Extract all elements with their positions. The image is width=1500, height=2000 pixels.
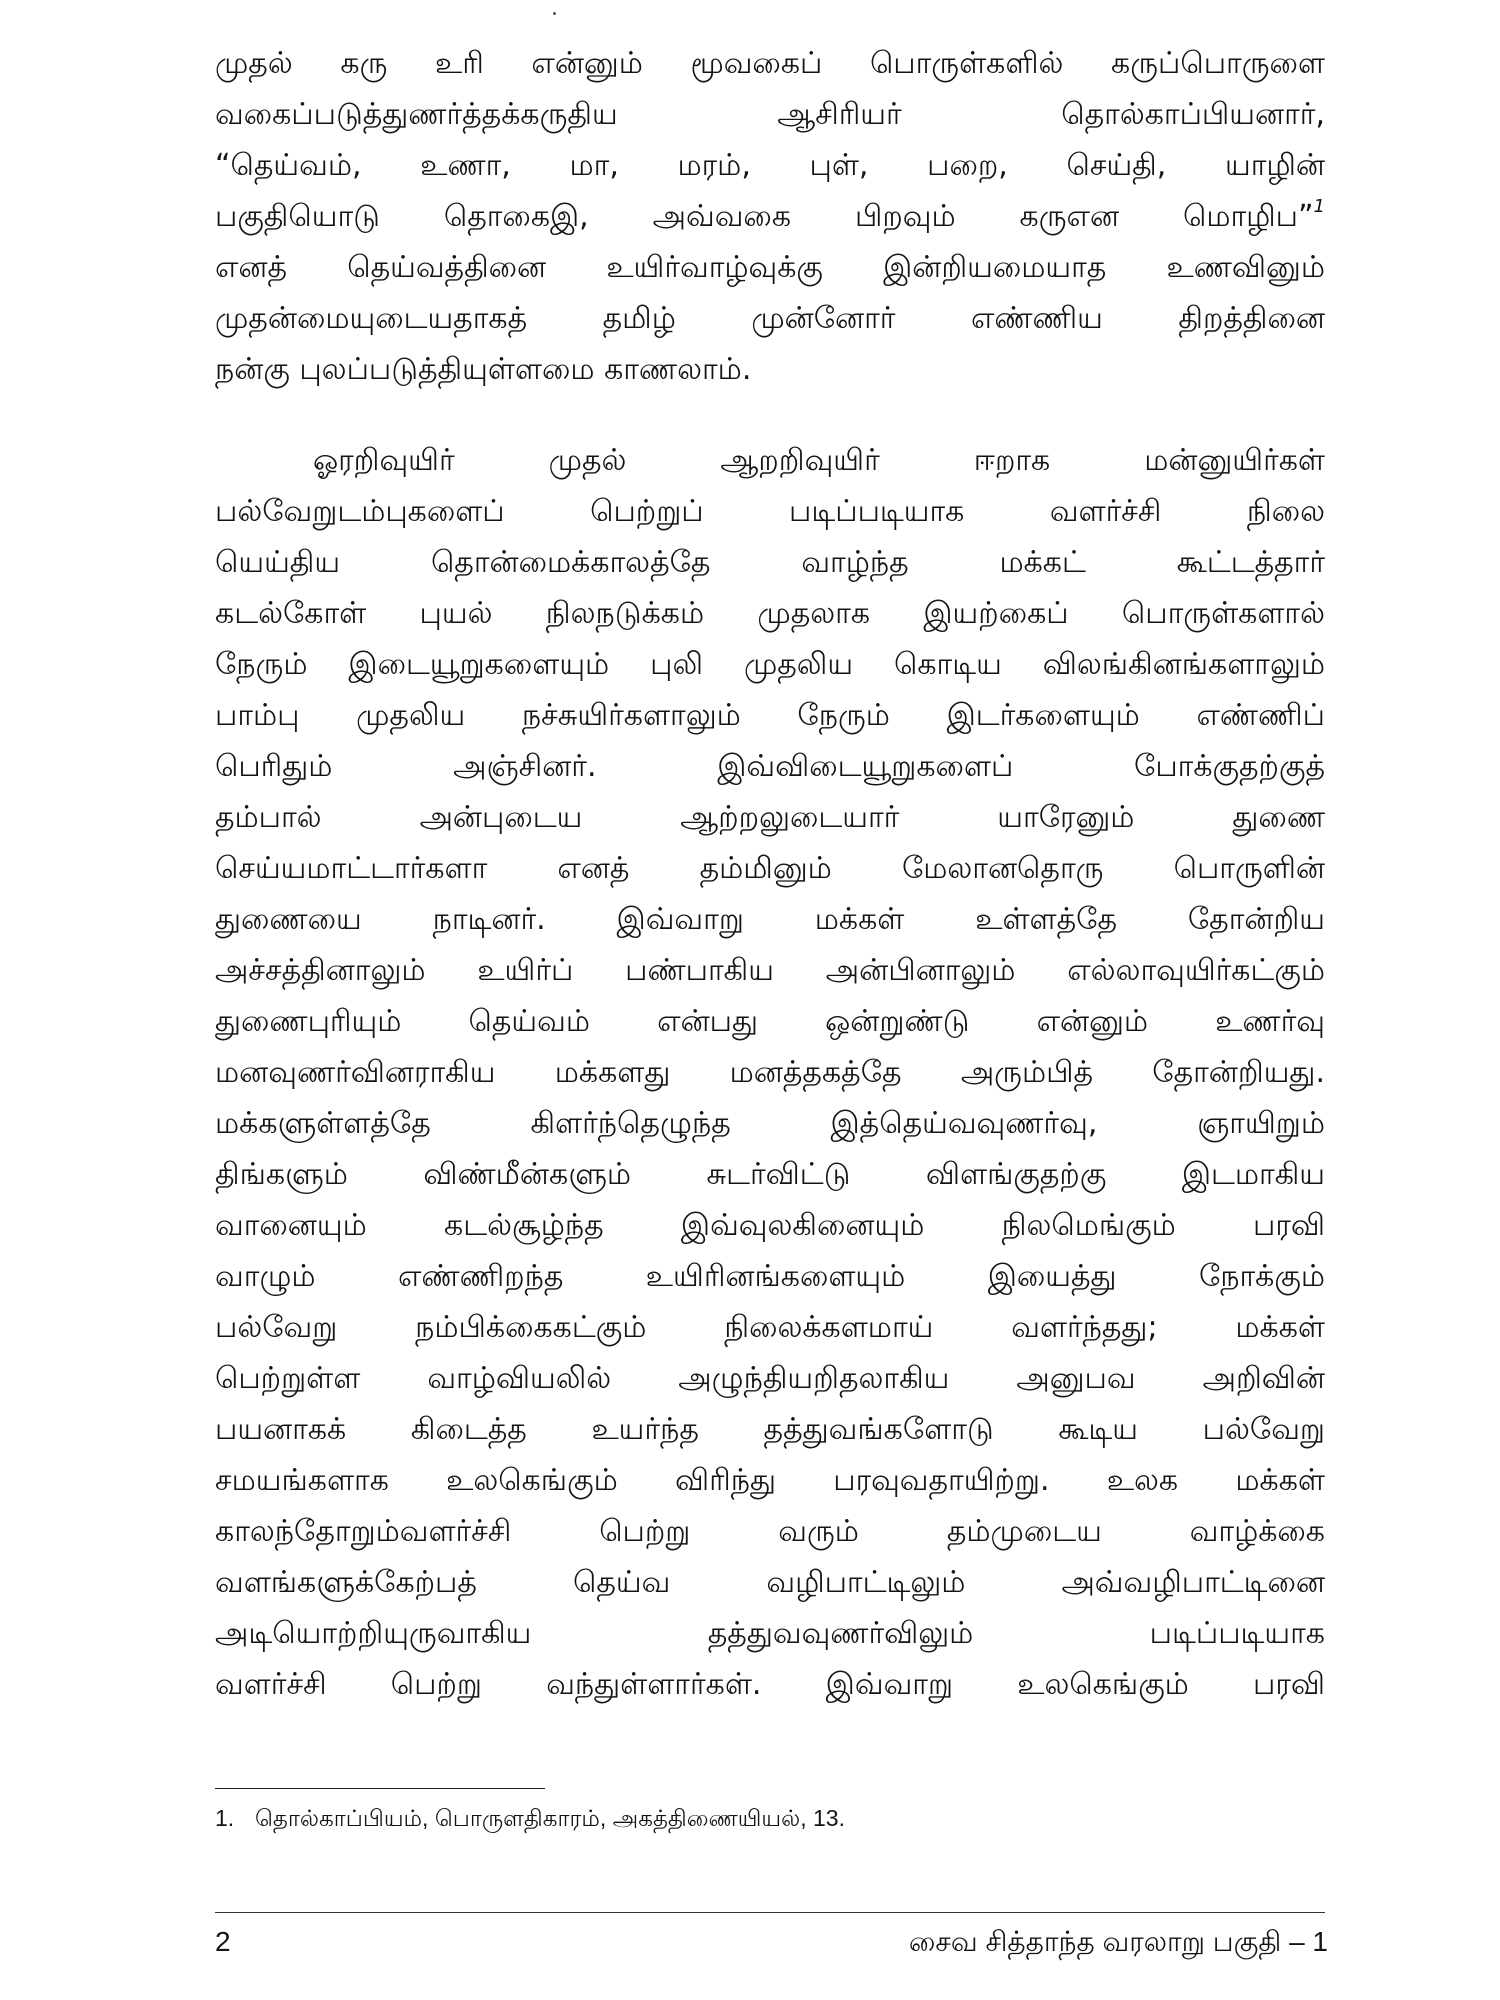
running-title: சைவ சித்தாந்த வரலாறு பகுதி – 1	[908, 1926, 1328, 1957]
text-line-content: பகுதியொடு தொகைஇ, அவ்வகை பிறவும் கருஎன மொழிப”	[215, 199, 1314, 234]
text-line: “தெய்வம், உணா, மா, மரம், புள், பறை, செய்தி, யாழின்	[215, 148, 1325, 183]
footnote-number: 1.	[215, 1805, 235, 1831]
text-line: காலந்தோறும்வளர்ச்சி பெற்று வரும் தம்முடைய வாழ்க்கை	[215, 1514, 1325, 1549]
text-line: பல்வேறுடம்புகளைப் பெற்றுப் படிப்படியாக வளர்ச்சி நிலை	[215, 494, 1325, 529]
text-line: வளர்ச்சி பெற்று வந்துள்ளார்கள். இவ்வாறு உலகெங்கும் பரவி	[215, 1667, 1325, 1702]
text-line: கடல்கோள் புயல் நிலநடுக்கம் முதலாக இயற்கைப் பொருள்களால்	[215, 596, 1325, 631]
text-line: மனவுணர்வினராகிய மக்களது மனத்தகத்தே அரும்பித் தோன்றியது.	[215, 1055, 1325, 1090]
text-line: நன்கு புலப்படுத்தியுள்ளமை காணலாம்.	[215, 352, 752, 387]
text-line: வளங்களுக்கேற்பத் தெய்வ வழிபாட்டிலும் அவ்வழிபாட்டினை	[215, 1565, 1325, 1600]
text-line: பாம்பு முதலிய நச்சுயிர்களாலும் நேரும் இடர்களையும் எண்ணிப்	[215, 698, 1325, 733]
text-line: சமயங்களாக உலகெங்கும் விரிந்து பரவுவதாயிற்று. உலக மக்கள்	[215, 1463, 1325, 1498]
text-line: மக்களுள்ளத்தே கிளர்ந்தெழுந்த இத்தெய்வவுணர்வு, ஞாயிறும்	[215, 1106, 1325, 1141]
footnote-reference: 1	[1313, 196, 1325, 217]
text-line: அச்சத்தினாலும் உயிர்ப் பண்பாகிய அன்பினாலும் எல்லாவுயிர்கட்கும்	[215, 953, 1325, 988]
page-number: 2	[215, 1926, 231, 1957]
text-line: தம்பால் அன்புடைய ஆற்றலுடையார் யாரேனும் துணை	[215, 800, 1325, 835]
text-line: பெரிதும் அஞ்சினர். இவ்விடையூறுகளைப் போக்குதற்குத்	[215, 749, 1325, 784]
text-line: ஓரறிவுயிர் முதல் ஆறறிவுயிர் ஈறாக மன்னுயிர்கள்	[313, 443, 1325, 478]
footnote	[215, 1800, 845, 1836]
text-line: வகைப்படுத்துணர்த்தக்கருதிய ஆசிரியர் தொல்காப்பியனார்,	[215, 97, 1325, 132]
paragraph-1	[215, 38, 1325, 395]
text-line: பல்வேறு நம்பிக்கைகட்கும் நிலைக்களமாய் வளர்ந்தது; மக்கள்	[215, 1310, 1325, 1345]
text-line: வாழும் எண்ணிறந்த உயிரினங்களையும் இயைத்து நோக்கும்	[215, 1259, 1325, 1294]
footnote-text: தொல்காப்பியம், பொருளதிகாரம், அகத்திணையியல், 13.	[255, 1805, 845, 1831]
text-line: பெற்றுள்ள வாழ்வியலில் அழுந்தியறிதலாகிய அனுபவ அறிவின்	[215, 1361, 1325, 1396]
text-line: பயனாகக் கிடைத்த உயர்ந்த தத்துவங்களோடு கூடிய பல்வேறு	[215, 1412, 1325, 1447]
text-line: செய்யமாட்டார்களா எனத் தம்மினும் மேலானதொரு பொருளின்	[215, 851, 1325, 886]
footer-divider	[215, 1912, 1325, 1913]
footnote-divider	[215, 1788, 545, 1789]
text-line: அடியொற்றியுருவாகிய தத்துவவுணர்விலும் படிப்படியாக	[215, 1616, 1325, 1651]
text-line: எனத் தெய்வத்தினை உயிர்வாழ்வுக்கு இன்றியமையாத உணவினும்	[215, 250, 1325, 285]
text-line: துணையை நாடினர். இவ்வாறு மக்கள் உள்ளத்தே தோன்றிய	[215, 902, 1325, 937]
paragraph-2	[215, 435, 1325, 1710]
text-line: நேரும் இடையூறுகளையும் புலி முதலிய கொடிய விலங்கினங்களாலும்	[215, 647, 1325, 682]
text-line-with-footnote-ref	[215, 191, 1325, 242]
text-line: திங்களும் விண்மீன்களும் சுடர்விட்டு விளங்குதற்கு இடமாகிய	[215, 1157, 1325, 1192]
text-line: துணைபுரியும் தெய்வம் என்பது ஒன்றுண்டு என்னும் உணர்வு	[215, 1004, 1325, 1039]
text-line: வானையும் கடல்சூழ்ந்த இவ்வுலகினையும் நிலமெங்கும் பரவி	[215, 1208, 1325, 1243]
text-line: முதன்மையுடையதாகத் தமிழ் முன்னோர் எண்ணிய திறத்தினை	[215, 301, 1325, 336]
text-line: முதல் கரு உரி என்னும் மூவகைப் பொருள்களில் கருப்பொருளை	[215, 46, 1325, 81]
text-line: யெய்திய தொன்மைக்காலத்தே வாழ்ந்த மக்கட் கூட்டத்தார்	[215, 545, 1325, 580]
scan-speck	[553, 12, 556, 15]
